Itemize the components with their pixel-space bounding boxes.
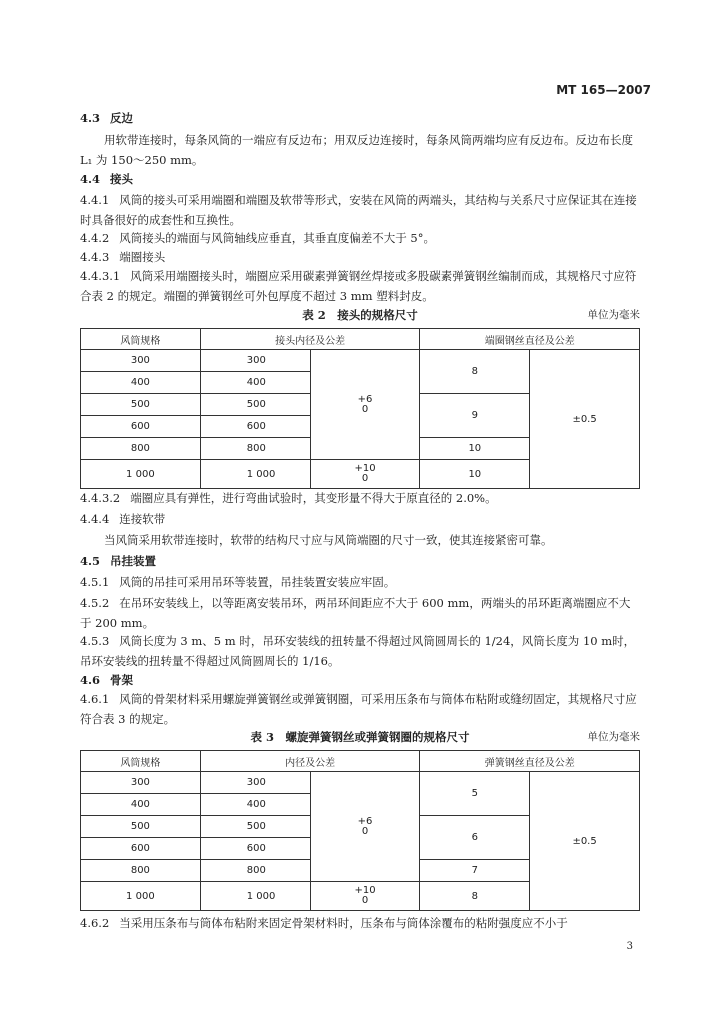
table-3 (80, 750, 640, 911)
tolerance-cell: +6 0 (310, 350, 420, 460)
table-2-header-spec: 风筒规格 (81, 329, 201, 350)
tolerance-cell: +6 0 (310, 772, 420, 882)
table-cell: 800 (81, 438, 201, 460)
table-cell: 500 (200, 816, 310, 838)
section-4-4-2: 4.4.2 风筒接头的端面与风筒轴线应垂直，其垂直度偏差不大于 5°。 (80, 231, 435, 245)
table-2-header-inner: 接头内径及公差 (200, 329, 420, 350)
section-4-5-2: 4.5.2 在吊环安装线上，以等距离安装吊环，两吊环间距应不大于 600 mm，两端头的吊环距离端圈应不大于 200 mm。 (80, 596, 631, 630)
section-4-4-4: 4.4.4 连接软带 (80, 512, 166, 526)
table-cell: 500 (200, 394, 310, 416)
table-2 (80, 328, 640, 489)
section-4-6-1: 4.6.1 风筒的骨架材料采用螺旋弹簧钢丝或弹簧钢圈，可采用压条布与筒体布粘附或缝纫固定，其规格尺寸应符合表 3 的规定。 (80, 692, 637, 726)
section-4-6-heading: 4.6 骨架 (80, 673, 134, 687)
table-3-unit: 单位为毫米 (587, 731, 640, 743)
section-4-4-heading: 4.4 接头 (80, 172, 134, 186)
table-cell: 400 (200, 372, 310, 394)
table-cell: 300 (200, 350, 310, 372)
table-2-header-wire: 端圈钢丝直径及公差 (420, 329, 640, 350)
section-4-3-heading: 4.3 反边 (80, 111, 134, 125)
table-cell: 400 (81, 794, 201, 816)
table-cell: 1 000 (200, 882, 310, 911)
table-cell: 1 000 (200, 460, 310, 489)
table-2-unit: 单位为毫米 (587, 309, 640, 321)
standard-number: MT 165—2007 (556, 83, 651, 97)
table-3-header-spec: 风筒规格 (81, 751, 201, 772)
table-cell: 400 (81, 372, 201, 394)
section-4-3-text: 用软带连接时，每条风筒的一端应有反边布；用双反边连接时，每条风筒两端均应有反边布。反边布长度 L₁ 为 150～250 mm。 (80, 133, 633, 167)
table-cell: 1 000 (81, 882, 201, 911)
table-cell: 300 (81, 350, 201, 372)
section-4-4-3: 4.4.3 端圈接头 (80, 250, 166, 264)
table-cell: 600 (81, 416, 201, 438)
tolerance-cell: +10 0 (310, 460, 420, 489)
table-cell: 6 (420, 816, 530, 860)
table-cell: 9 (420, 394, 530, 438)
section-4-4-4-text: 当风筒采用软带连接时，软带的结构尺寸应与风筒端圈的尺寸一致，使其连接紧密可靠。 (104, 533, 553, 547)
table-2-title: 表 2 接头的规格尺寸 (302, 308, 418, 322)
table-cell: 600 (81, 838, 201, 860)
table-cell: 800 (200, 438, 310, 460)
table-3-title: 表 3 螺旋弹簧钢丝或弹簧钢圈的规格尺寸 (250, 730, 470, 744)
table-cell: 5 (420, 772, 530, 816)
table-cell: 300 (200, 772, 310, 794)
table-cell: 8 (420, 882, 530, 911)
table-cell: 7 (420, 860, 530, 882)
page-number: 3 (626, 941, 633, 952)
wire-tolerance-cell: ±0.5 (530, 772, 640, 911)
section-4-6-2: 4.6.2 当采用压条布与筒体布粘附来固定骨架材料时，压条布与筒体涂覆布的粘附强度应不小于 (80, 916, 568, 930)
tolerance-cell: +10 0 (310, 882, 420, 911)
table-cell: 1 000 (81, 460, 201, 489)
section-4-5-3: 4.5.3 风筒长度为 3 m、5 m 时，吊环安装线的扭转量不得超过风筒圆周长的 1/24，风筒长度为 10 m时，吊环安装线的扭转量不得超过风筒圆周长的 1/16。 (80, 634, 636, 668)
table-cell: 8 (420, 350, 530, 394)
section-4-5-1: 4.5.1 风筒的吊挂可采用吊环等装置，吊挂装置安装应牢固。 (80, 575, 396, 589)
section-4-4-3-2: 4.4.3.2 端圈应具有弹性，进行弯曲试验时，其变形量不得大于原直径的 2.0%。 (80, 491, 497, 505)
table-cell: 10 (420, 438, 530, 460)
table-3-header-inner: 内径及公差 (200, 751, 420, 772)
table-2-caption (80, 307, 640, 323)
table-cell: 500 (81, 394, 201, 416)
table-cell: 10 (420, 460, 530, 489)
table-cell: 600 (200, 838, 310, 860)
wire-tolerance-cell: ±0.5 (530, 350, 640, 489)
table-cell: 400 (200, 794, 310, 816)
section-4-4-3-1: 4.4.3.1 风筒采用端圈接头时，端圈应采用碳素弹簧钢丝焊接或多股碳素弹簧钢丝编制而成，其规格尺寸应符合表 2 的规定。端圈的弹簧钢丝可外包厚度不超过 3 mm 塑料封皮。 (80, 269, 637, 303)
table-cell: 500 (81, 816, 201, 838)
section-4-4-1: 4.4.1 风筒的接头可采用端圈和端圈及软带等形式，安装在风筒的两端头，其结构与关系尺寸应保证其在连接时具备很好的成套性和互换性。 (80, 193, 637, 227)
table-cell: 600 (200, 416, 310, 438)
table-3-caption (80, 729, 640, 745)
table-3-header-wire: 弹簧钢丝直径及公差 (420, 751, 640, 772)
section-4-5-heading: 4.5 吊挂装置 (80, 554, 157, 568)
table-cell: 800 (81, 860, 201, 882)
table-cell: 300 (81, 772, 201, 794)
table-cell: 800 (200, 860, 310, 882)
